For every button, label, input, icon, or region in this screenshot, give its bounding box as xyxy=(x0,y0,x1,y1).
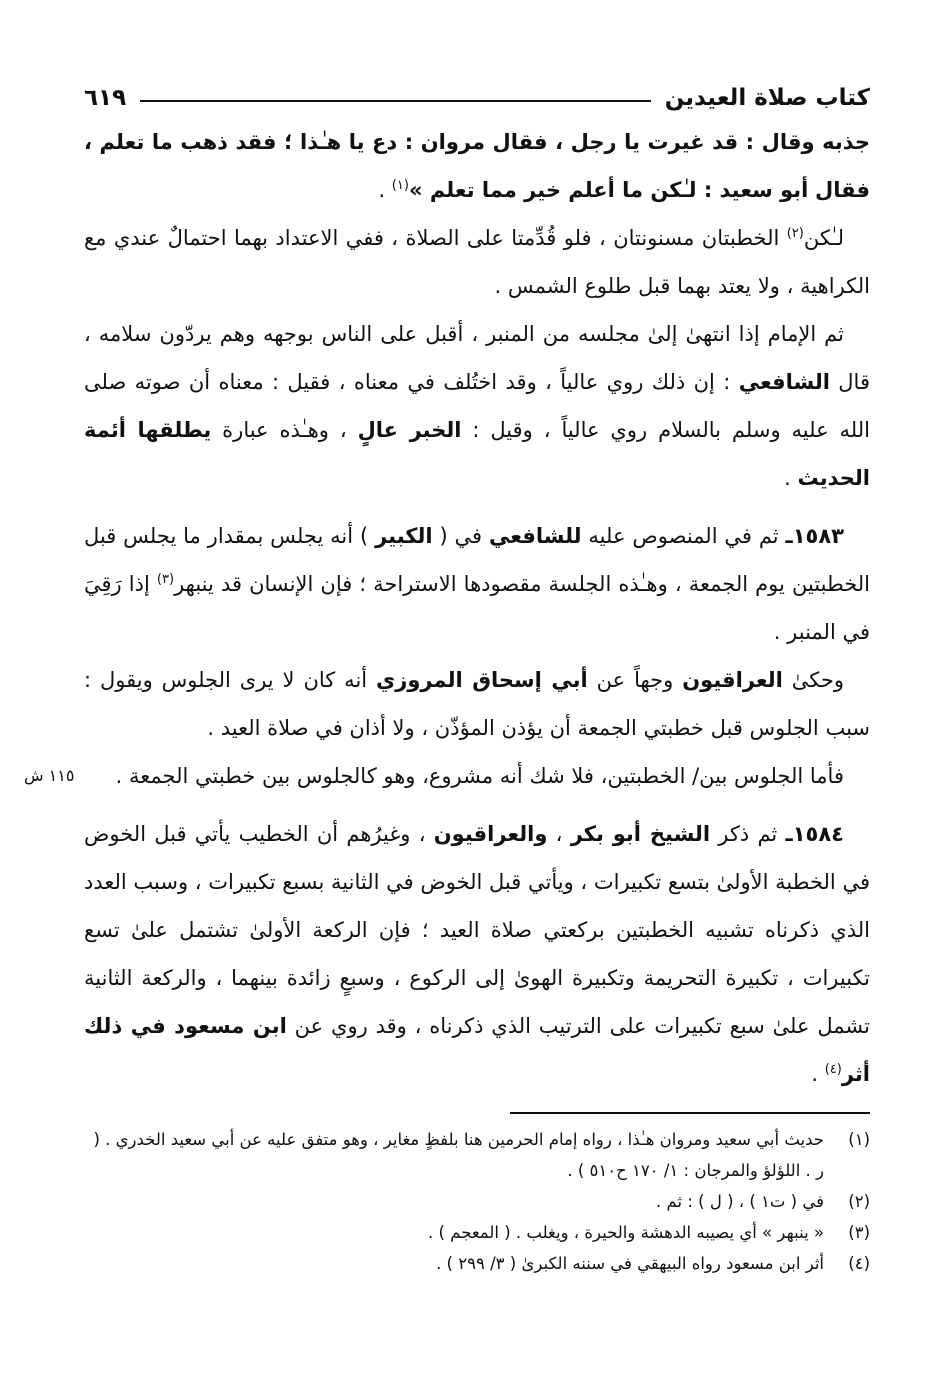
running-header xyxy=(84,78,870,118)
text-run: الخطبتان مسنونتان ، فلو قُدِّمتا على الصلاة ، ففي الاعتداد بهما احتمالٌ عندي مع الكراهية ، ولا يعتد بهما قبل طلوع الشمس . xyxy=(84,226,870,298)
footnote-number: (٣) xyxy=(848,1223,870,1242)
name-shafii: للشافعي xyxy=(488,524,582,548)
section-1583 xyxy=(84,512,870,656)
footnote-number: (٤) xyxy=(848,1254,870,1273)
name-abu-bakr: الشيخ أبو بكر xyxy=(570,822,711,846)
page-number: ٦١٩ xyxy=(84,85,127,111)
text-run: وحكىٰ xyxy=(782,668,845,692)
footnote-rule xyxy=(510,1112,870,1114)
text-run: . xyxy=(811,1062,825,1086)
name-shafii: الشافعي xyxy=(738,370,830,394)
name-ibn-masud: ابن مسعود xyxy=(174,1014,287,1038)
footnote-item xyxy=(84,1248,870,1279)
paragraph-julus xyxy=(24,752,870,800)
footnote-item xyxy=(84,1217,870,1248)
footnote-item xyxy=(84,1124,870,1186)
quote-line-1: جذبه وقال : قد غيرت يا رجل ، فقال مروان : دع يا هـٰذا ؛ فقد ذهب ما تعلم ، فقال xyxy=(84,130,870,202)
header-rule xyxy=(140,100,651,102)
text-run: . xyxy=(784,466,798,490)
footnote-ref-3: (٣) xyxy=(156,572,175,587)
footnote-number: (٢) xyxy=(848,1192,870,1211)
footnote-text: حديث أبي سعيد ومروان هـٰذا ، رواه إمام الحرمين هنا بلفظٍ مغاير ، وهو متفق عليه عن أبي سعيد الخدري . ( ر . اللؤلؤ والمرجان : ١/ ١٧٠ ح٥١٠ ) . xyxy=(93,1130,824,1180)
footnote-number: (١) xyxy=(848,1130,870,1149)
running-title: كتاب صلاة العيدين xyxy=(664,85,870,111)
text-run: ، وغيرُهم أن الخطيب يأتي قبل الخوض في الخطبة الأولىٰ بتسع تكبيرات ، ويأتي قبل الخوض في الثانية بسبع تكبيرات ، وسبب العدد الذي ذكرناه تشبيه الخطبتين بركعتي صلاة العيد ؛ فإن الركعة الأولىٰ تشتمل علىٰ تسع تكبيرات ، تكبيرة التحريمة وتكبيرة الهوىٰ إلى الركوع ، وسبعٍ زائدة بينهما ، والركعة الثانية تشمل علىٰ سبع تكبيرات على الترتيب الذي ذكرناه ، وقد روي عن xyxy=(84,822,870,1038)
text-run: أنه كان لا يرى الجلوس ويقول : سبب الجلوس قبل خطبتي الجمعة أن يؤذن المؤذّن ، ولا أذان في صلاة العيد . xyxy=(84,668,870,740)
text-run: ، xyxy=(547,822,571,846)
footnote-ref-2: (٢) xyxy=(786,226,804,241)
footnote-item xyxy=(84,1186,870,1217)
text-run: : إن ذلك روي عالياً ، وقد اختُلف في معناه ، فقيل : معناه أن صوته صلى الله عليه وسلم بالسلام روي عالياً ، وقيل : xyxy=(84,370,870,442)
paragraph-iraqiyun xyxy=(84,656,870,752)
footnote-ref-1: (١) xyxy=(391,178,409,193)
text-run: في ذلك أثر xyxy=(84,1014,870,1086)
footnotes xyxy=(84,1124,870,1279)
main-text xyxy=(24,118,870,1098)
name-iraqiyun: والعراقيون xyxy=(433,822,548,846)
footnote-ref-4: (٤) xyxy=(824,1062,842,1077)
term-aimmat-hadith: يطلقها أئمة الحديث xyxy=(84,418,870,490)
margin-note: ١١٥ ش xyxy=(24,766,75,785)
quote-line-2: أبو سعيد : لـٰكن ما أعلم خير مما تعلم » xyxy=(408,178,809,202)
section-number: ١٥٨٣ـ xyxy=(785,524,844,548)
book-kabir: الكبير xyxy=(375,524,433,548)
text-run: وجهاً عن xyxy=(587,668,683,692)
book-page xyxy=(24,78,870,1378)
name-abu-ishaq: أبي إسحاق المروزي xyxy=(376,668,588,692)
text-run: ثم في المنصوص عليه xyxy=(581,524,786,548)
text-run: ثم الإمام إذا انتهىٰ إلىٰ مجلسه من المنبر ، أقبل على الناس بوجهه وهم يردّون سلامه ، قال xyxy=(84,322,870,394)
text-run: إذا رَقِيَ في المنبر . xyxy=(84,572,870,644)
footnote-text: في ( ت١ ) ، ( ل ) : ثم . xyxy=(656,1192,824,1211)
term-khabar-aal: الخبر عالٍ xyxy=(357,418,462,442)
section-1584 xyxy=(84,810,870,1098)
text-run: ، وهـٰذه عبارة xyxy=(211,418,358,442)
paragraph-imam-salam xyxy=(84,310,870,502)
text-run: في ( xyxy=(432,524,489,548)
quote-end: . xyxy=(378,178,392,202)
text-run: ثم ذكر xyxy=(710,822,786,846)
paragraph-continuation xyxy=(84,118,870,214)
footnote-text: « ينبهر » أي يصيبه الدهشة والحيرة ، ويغلب . ( المعجم ) . xyxy=(428,1223,824,1242)
paragraph-khutbatan xyxy=(84,214,870,310)
text-run: ) أنه يجلس بمقدار ما يجلس قبل الخطبتين يوم الجمعة ، وهـٰذه الجلسة مقصودها الاستراحة ؛ فإن الإنسان قد ينبهر xyxy=(84,524,870,596)
name-iraqiyun: العراقيون xyxy=(682,668,783,692)
footnote-text: أثر ابن مسعود رواه البيهقي في سننه الكبرىٰ ( ٣/ ٢٩٩ ) . xyxy=(436,1254,824,1273)
text-run: لـٰكن xyxy=(803,226,844,250)
section-number: ١٥٨٤ـ xyxy=(785,822,844,846)
text-run: فأما الجلوس بين/ الخطبتين، فلا شك أنه مشروع، وهو كالجلوس بين خطبتي الجمعة . xyxy=(115,764,844,788)
